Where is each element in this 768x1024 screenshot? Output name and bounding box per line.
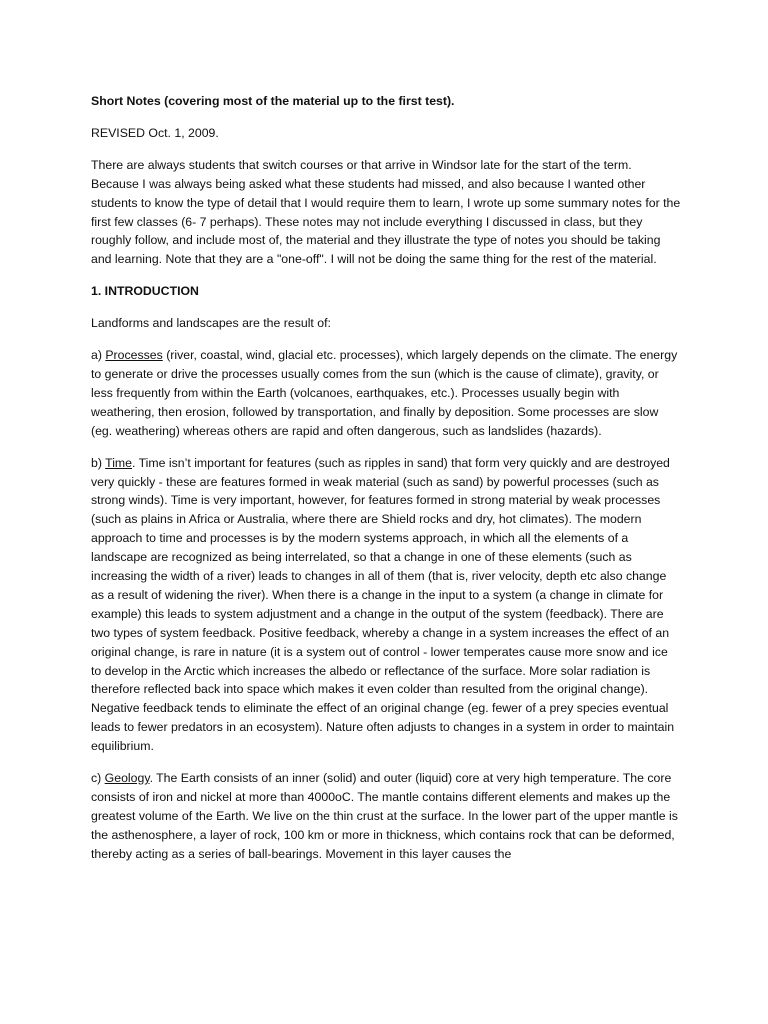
revision-date: REVISED Oct. 1, 2009.: [91, 125, 219, 140]
item-c-body: . The Earth consists of an inner (solid) and outer (liquid) core at very high temperature. The core consists of iron and nickel at more than 4000oC. The mantle contains different elements and makes up the greatest volume of the Earth. We live on the thin crust at the surface. In the lower part of the upper mantle is the asthenosphere, a layer of rock, 100 km or more in thickness, which contains rock that can be deformed, thereby acting as a series of ball-bearings. Movement in this layer causes the: [91, 771, 678, 861]
item-a-paragraph: [91, 346, 681, 441]
item-b-prefix: b): [91, 455, 106, 470]
item-a-term: Processes: [105, 348, 163, 363]
document-title: Short Notes (covering most of the material up to the first test).: [91, 94, 455, 108]
item-a-body: (river, coastal, wind, glacial etc. processes), which largely depends on the climate. The energy to generate or drive the processes usually comes from the sun (which is the cause of climate), gravity, or less frequently from within the Earth (volcanoes, earthquakes, etc.). Processes usually begin with weathering, then erosion, followed by transportation, and finally by deposition. Some processes are slow (eg. weathering) whereas others are rapid and often dangerous, such as landslides (hazards).: [91, 348, 678, 438]
item-b-paragraph: [91, 454, 681, 757]
item-a-prefix: a): [91, 348, 106, 363]
item-c-term: Geology: [104, 771, 150, 786]
item-c-prefix: c): [91, 771, 105, 786]
item-b-body: . Time isn’t important for features (such as ripples in sand) that form very quickly and are destroyed very quickly - these are features formed in weak material (such as sand) by powerful processes (such as strong winds). Time is very important, however, for features formed in strong material by weak processes (such as plains in Africa or Australia, where there are Shield rocks and dry, hot climates). The modern approach to time and processes is by the modern systems approach, in which all the elements of a landscape are recognized as being interrelated, so that a change in one of these elements (such as increasing the width of a river) leads to changes in all of them (that is, river velocity, depth etc also change as a result of widening the river). When there is a change in the input to a system (a change in climate for example) this leads to system adjustment and a change in the output of the system (feedback). There are two types of system feedback. Positive feedback, whereby a change in a system increases the effect of an original change, is rare in nature (it is a system out of control - lower temperates cause more snow and ice to develop in the Arctic which increases the albedo or reflectance of the surface. More solar radiation is therefore reflected back into space which makes it even colder than resulted from the original change). Negative feedback tends to eliminate the effect of an original change (eg. fewer of a prey species eventual leads to fewer predators in an ecosystem). Nature often adjusts to changes in a system in order to maintain equilibrium.: [91, 455, 675, 754]
intro-paragraph: There are always students that switch courses or that arrive in Windsor late for the start of the term. Because I was always being asked what these students had missed, and also because I wanted other students to know the type of detail that I would require them to learn, I wrote up some summary notes for the first few classes (6- 7 perhaps). These notes may not include everything I discussed in class, but they roughly follow, and include most of, the material and they illustrate the type of notes you should be taking and learning. Note that they are a "one-off". I will not be doing the same thing for the rest of the material.: [91, 157, 681, 267]
item-c-paragraph: [91, 769, 681, 864]
section-heading: 1. INTRODUCTION: [91, 284, 199, 299]
item-b-term: Time: [105, 455, 133, 470]
lead-in-text: Landforms and landscapes are the result of:: [91, 316, 331, 331]
document-page: [91, 92, 681, 877]
